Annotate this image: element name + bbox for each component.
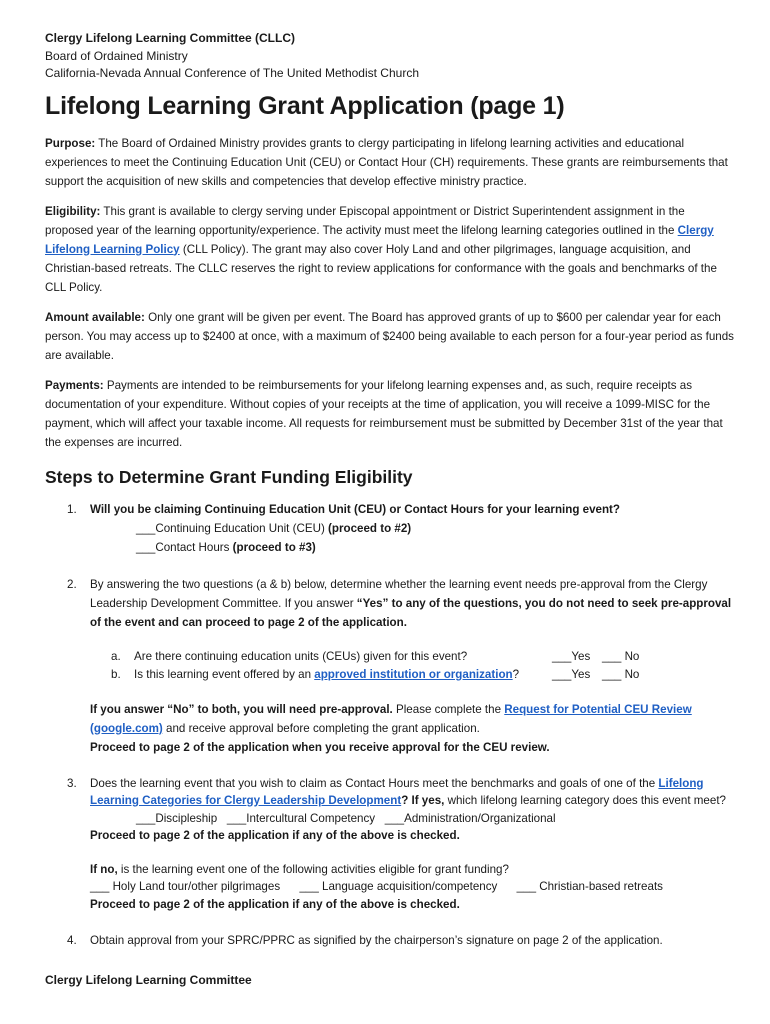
- ceu-review-link[interactable]: Request for Potential CEU Review (google.com): [90, 702, 692, 735]
- purpose-text: The Board of Ordained Ministry provides grants to clergy participating in lifelong learning activities and educational experiences to meet the Continuing Education Unit (CEU) or Contact Hour (CH) requirements. These grants are reimbursements that support the acquisition of new skills and competencies that develop effective ministry practice.: [45, 136, 728, 188]
- cll-policy-link[interactable]: Clergy Lifelong Learning Policy: [45, 223, 714, 256]
- preapproval-note-bold: If you answer “No” to both, you will need pre-approval.: [90, 702, 393, 716]
- conference-name: California-Nevada Annual Conference of The United Methodist Church: [45, 66, 419, 80]
- option-contact-hours-instruction: (proceed to #3): [232, 540, 316, 554]
- step-4: [45, 931, 735, 950]
- amount-paragraph: [45, 308, 735, 365]
- step-3: [45, 775, 735, 914]
- step-1-question: Will you be claiming Continuing Education Unit (CEU) or Contact Hours for your learning event?: [90, 502, 621, 516]
- approved-institution-link[interactable]: approved institution or organization: [314, 667, 513, 681]
- option-administration[interactable]: ___Administration/Organizational: [384, 811, 556, 825]
- amount-label: Amount available:: [45, 310, 145, 324]
- step-2-bold-text: “Yes” to any of the questions, you do not need to seek pre-approval of the event and can proceed to page 2 of the application.: [90, 596, 732, 629]
- step-number: 4.: [67, 934, 77, 947]
- step-3-if-no: [90, 861, 735, 879]
- question-a-yes[interactable]: ___Yes: [552, 649, 591, 663]
- step-3-text-2: which lifelong learning category does this event meet?: [444, 794, 726, 807]
- option-retreats[interactable]: ___ Christian-based retreats: [516, 880, 663, 893]
- step-2-intro: [90, 575, 735, 632]
- step-3-categories: [90, 810, 735, 828]
- preapproval-note: [90, 700, 735, 738]
- eligibility-text-1: This grant is available to clergy serving under Episcopal appointment or District Superintendent assignment in the proposed year of the learning opportunity/experience. The activity must meet the lifelong learning categories outlined in the: [45, 204, 685, 237]
- question-a: [90, 648, 735, 666]
- step-4-text: Obtain approval from your SPRC/PPRC as signified by the chairperson’s signature on page 2 of the application.: [90, 934, 663, 947]
- option-contact-hours-label: ___Contact Hours: [136, 540, 233, 554]
- committee-name: Clergy Lifelong Learning Committee (CLLC): [45, 31, 296, 45]
- steps-heading: Steps to Determine Grant Funding Eligibility: [45, 466, 413, 487]
- page-title: Lifelong Learning Grant Application (page 1): [45, 91, 565, 120]
- step-2-text: By answering the two questions (a & b) below, determine whether the learning event needs pre-approval from the Clergy Leadership Development Committee. If you answer: [90, 577, 708, 610]
- payments-label: Payments:: [45, 378, 104, 392]
- step-3-proceed-1: Proceed to page 2 of the application if any of the above is checked.: [90, 829, 460, 842]
- payments-paragraph: [45, 376, 735, 452]
- board-name: Board of Ordained Ministry: [45, 48, 188, 63]
- step-2-proceed: Proceed to page 2 of the application when you receive approval for the CEU review.: [90, 740, 550, 754]
- question-b-letter: b.: [111, 667, 121, 681]
- question-b: [90, 666, 735, 684]
- eligibility-label: Eligibility:: [45, 204, 101, 218]
- question-a-text: Are there continuing education units (CEUs) given for this event?: [134, 649, 468, 663]
- step-3-if-yes: ? If yes,: [401, 794, 445, 807]
- purpose-label: Purpose:: [45, 136, 96, 150]
- question-b-yes[interactable]: ___Yes: [552, 667, 591, 681]
- purpose-paragraph: [45, 134, 735, 191]
- document-header: [45, 30, 735, 83]
- step-number: 3.: [67, 776, 77, 790]
- question-b-no[interactable]: ___ No: [602, 667, 640, 681]
- step-3-text: Does the learning event that you wish to claim as Contact Hours meet the benchmarks and goals of one of the: [90, 776, 659, 790]
- question-b-text: Is this learning event offered by an: [134, 667, 315, 681]
- payments-text: Payments are intended to be reimbursements for your lifelong learning expenses and, as such, require receipts as documentation of your expenditure. Without copies of your receipts at the time of application, you will receive a 1099-MISC for the payment, which will affect your taxable income. All requests for reimbursement must be submitted by December 31st of the year that the expenses are incurred.: [45, 378, 723, 449]
- lifelong-categories-link[interactable]: Lifelong Learning Categories for Clergy Leadership Development: [90, 776, 704, 807]
- step-1-option-ceu[interactable]: [90, 519, 735, 538]
- page-footer: Clergy Lifelong Learning Committee: [45, 973, 252, 987]
- option-holy-land[interactable]: ___ Holy Land tour/other pilgrimages: [90, 880, 281, 893]
- step-3-activities: [90, 878, 735, 896]
- preapproval-note-text-2: and receive approval before completing the grant application.: [162, 721, 480, 735]
- step-number: 1.: [67, 502, 77, 516]
- step-number: 2.: [67, 577, 77, 591]
- step-3-if-no-bold: If no,: [90, 862, 118, 876]
- step-1: [45, 500, 735, 557]
- amount-text: Only one grant will be given per event. The Board has approved grants of up to $600 per calendar year for each person. You may access up to $2400 at once, with a maximum of $2400 being available to each person for a four-year period as funds are available.: [45, 310, 734, 362]
- document-page: [45, 30, 735, 968]
- option-intercultural[interactable]: ___Intercultural Competency: [226, 811, 376, 825]
- step-3-if-no-text: is the learning event one of the following activities eligible for grant funding?: [117, 862, 509, 876]
- question-a-letter: a.: [111, 649, 121, 663]
- preapproval-note-text: Please complete the: [392, 702, 505, 716]
- step-1-option-contact-hours[interactable]: [90, 538, 735, 557]
- option-ceu-instruction: (proceed to #2): [328, 521, 412, 535]
- step-3-proceed-2: Proceed to page 2 of the application if any of the above is checked.: [90, 897, 460, 911]
- eligibility-paragraph: [45, 202, 735, 297]
- option-language[interactable]: ___ Language acquisition/competency: [299, 880, 498, 893]
- step-3-question: [90, 775, 735, 810]
- option-discipleship[interactable]: ___Discipleship: [136, 811, 218, 825]
- question-a-no[interactable]: ___ No: [602, 649, 640, 663]
- steps-list: [45, 500, 735, 951]
- step-2: [45, 575, 735, 757]
- question-b-qmark: ?: [512, 667, 520, 681]
- option-ceu-label: ___Continuing Education Unit (CEU): [136, 521, 329, 535]
- eligibility-text-2: (CLL Policy). The grant may also cover Holy Land and other pilgrimages, language acquisition, and Christian-based retreats. The CLLC reserves the right to review applications for conformance with the goals and benchmarks of the CLL Policy.: [45, 242, 717, 294]
